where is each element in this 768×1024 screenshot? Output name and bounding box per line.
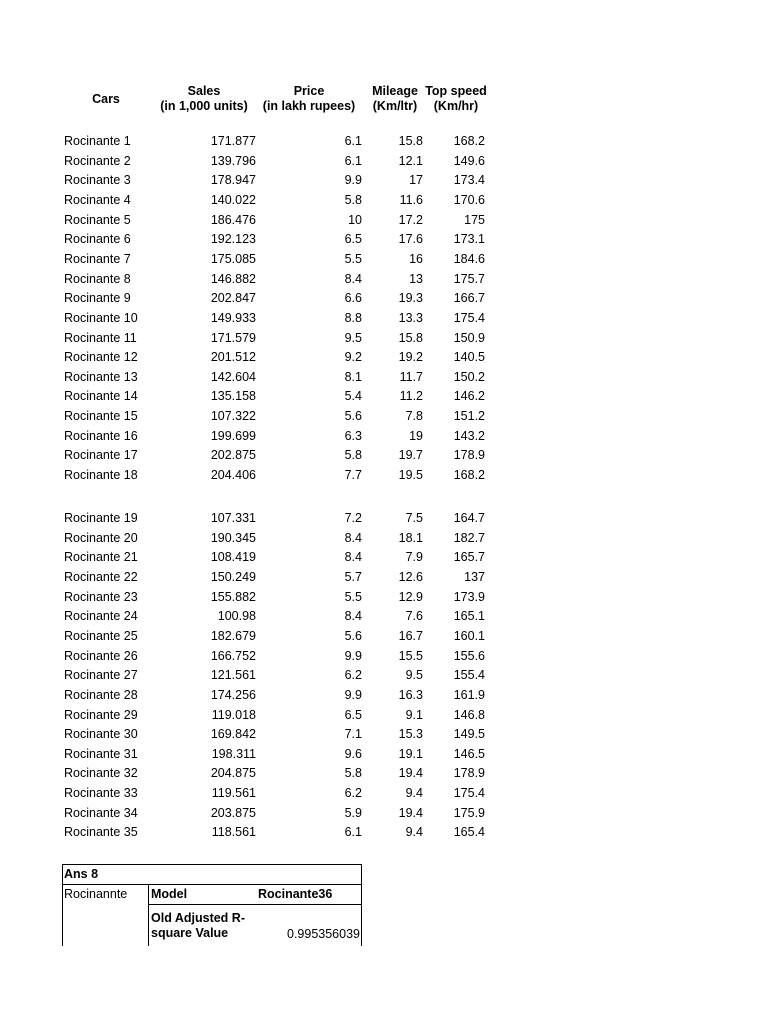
price-value: 5.4 [344, 389, 362, 404]
top-speed-value: 175.9 [453, 805, 485, 820]
sales-value: 175.085 [210, 251, 256, 266]
mileage-value: 7.5 [405, 511, 423, 525]
table-row [0, 568, 768, 587]
mileage-value: 13.3 [398, 310, 423, 325]
header-cars [64, 92, 148, 107]
sales-value: 174.256 [210, 687, 256, 702]
top-speed-value: 160.1 [453, 628, 485, 643]
price-value: 7.2 [344, 511, 362, 525]
price-value: 5.8 [344, 448, 362, 463]
top-speed-value: 165.7 [453, 550, 485, 565]
table-row [0, 509, 768, 528]
header-sales [150, 84, 258, 114]
top-speed-value: 146.8 [453, 707, 485, 722]
answer-box [62, 864, 362, 946]
sales-value: 198.311 [211, 746, 256, 761]
car-name: Rocinante 4 [64, 192, 131, 207]
mileage-value: 19.7 [398, 448, 423, 463]
header-mileage [366, 84, 424, 114]
top-speed-value: 165.1 [453, 609, 485, 624]
sales-value: 204.406 [210, 468, 256, 483]
mileage-value: 19 [409, 428, 423, 443]
sales-value: 166.752 [210, 648, 256, 663]
r2-label-line2: square Value [151, 926, 229, 940]
mileage-value: 9.1 [405, 707, 423, 722]
header-price-line2: (in lakh rupees) [262, 99, 356, 113]
table-row [0, 529, 768, 548]
car-name: Rocinante 9 [64, 291, 131, 306]
price-value: 5.5 [344, 251, 362, 266]
sales-value: 204.875 [210, 766, 256, 781]
car-name: Rocinante 24 [64, 609, 138, 624]
price-value: 5.8 [344, 766, 362, 781]
top-speed-value: 178.9 [453, 448, 485, 463]
sales-value: 202.847 [210, 291, 256, 306]
price-value: 9.9 [344, 687, 362, 702]
top-speed-value: 161.9 [453, 687, 485, 702]
car-name: Rocinante 21 [64, 550, 138, 565]
top-speed-value: 173.1 [453, 232, 485, 247]
model-value: Rocinante36 [258, 887, 333, 901]
car-name: Rocinante 32 [64, 766, 138, 781]
sales-value: 190.345 [210, 530, 256, 545]
table-row [0, 250, 768, 269]
sales-value: 140.022 [210, 192, 256, 207]
top-speed-value: 137 [464, 569, 485, 584]
car-name: Rocinante 33 [64, 786, 138, 801]
table-row [0, 152, 768, 171]
table-row [0, 466, 768, 485]
mileage-value: 15.3 [398, 727, 423, 742]
table-row [0, 289, 768, 308]
car-name: Rocinante 25 [64, 628, 138, 643]
top-speed-value: 140.5 [453, 350, 485, 365]
header-top-line1: Top speed [425, 84, 487, 98]
sales-value: 142.604 [210, 369, 256, 384]
price-value: 7.7 [344, 468, 362, 483]
top-speed-value: 165.4 [453, 825, 485, 840]
header-mileage-line2: (Km/ltr) [372, 99, 418, 113]
sales-value: 150.249 [210, 569, 256, 584]
top-speed-value: 175.7 [453, 271, 485, 286]
mileage-value: 7.9 [405, 550, 423, 565]
top-speed-value: 155.6 [453, 648, 485, 663]
top-speed-value: 170.6 [453, 192, 485, 207]
top-speed-value: 149.5 [453, 727, 485, 742]
sales-value: 135.158 [210, 389, 256, 404]
mileage-value: 19.3 [398, 291, 423, 306]
mileage-value: 17.6 [398, 232, 423, 247]
price-value: 9.5 [344, 330, 362, 345]
top-speed-value: 168.2 [453, 468, 485, 483]
top-speed-value: 146.5 [453, 746, 485, 761]
header-sales-line2: (in 1,000 units) [160, 99, 248, 113]
table-row [0, 745, 768, 764]
car-name: Rocinante 2 [64, 153, 131, 168]
car-name: Rocinante 12 [64, 350, 138, 365]
table-row [0, 588, 768, 607]
mileage-value: 15.8 [398, 330, 423, 345]
table-row [0, 191, 768, 210]
table-row [0, 309, 768, 328]
top-speed-value: 173.9 [453, 589, 485, 604]
car-name: Rocinante 34 [64, 805, 138, 820]
price-value: 9.9 [344, 173, 362, 188]
answer-left-label: Rocinannte [64, 887, 128, 901]
mileage-value: 19.1 [398, 746, 423, 761]
mileage-value: 19.4 [398, 766, 423, 781]
top-speed-value: 149.6 [453, 153, 485, 168]
mileage-value: 16.7 [398, 628, 423, 643]
header-top-speed [424, 84, 488, 114]
mileage-value: 19.5 [398, 468, 423, 483]
table-row [0, 666, 768, 685]
table-row [0, 627, 768, 646]
car-name: Rocinante 7 [64, 251, 131, 266]
top-speed-value: 143.2 [453, 428, 485, 443]
sales-value: 119.561 [211, 786, 256, 801]
top-speed-value: 164.7 [453, 511, 485, 525]
header-top-line2: (Km/hr) [433, 99, 479, 113]
car-name: Rocinante 5 [64, 212, 131, 227]
car-name: Rocinante 18 [64, 468, 138, 483]
sales-value: 199.699 [210, 428, 256, 443]
sales-value: 108.419 [210, 550, 256, 565]
mileage-value: 9.4 [405, 786, 423, 801]
car-name: Rocinante 13 [64, 369, 138, 384]
car-name: Rocinante 1 [64, 134, 131, 148]
price-value: 8.8 [344, 310, 362, 325]
mileage-value: 19.2 [398, 350, 423, 365]
car-name: Rocinante 17 [64, 448, 138, 463]
price-value: 10 [348, 212, 362, 227]
table-row [0, 270, 768, 289]
top-speed-value: 173.4 [453, 173, 485, 188]
sales-value: 203.875 [210, 805, 256, 820]
car-name: Rocinante 15 [64, 409, 138, 424]
top-speed-value: 146.2 [453, 389, 485, 404]
mileage-value: 7.8 [405, 409, 423, 424]
car-name: Rocinante 27 [64, 668, 138, 683]
sales-value: 149.933 [210, 310, 256, 325]
price-value: 9.2 [344, 350, 362, 365]
header-sales-line1: Sales [187, 84, 221, 98]
sales-value: 107.322 [210, 409, 256, 424]
table-row [0, 230, 768, 249]
price-value: 5.9 [344, 805, 362, 820]
sales-value: 178.947 [210, 173, 256, 188]
table-row [0, 348, 768, 367]
sales-value: 107.331 [210, 511, 256, 525]
sales-value: 155.882 [210, 589, 256, 604]
price-value: 6.1 [344, 825, 362, 840]
sales-value: 121.561 [210, 668, 256, 683]
mileage-value: 19.4 [398, 805, 423, 820]
model-label: Model [151, 887, 188, 901]
price-value: 6.1 [344, 153, 362, 168]
price-value: 6.2 [344, 786, 362, 801]
top-speed-value: 178.9 [453, 766, 485, 781]
mileage-value: 11.2 [399, 389, 423, 404]
table-row [0, 329, 768, 348]
table-row [0, 446, 768, 465]
price-value: 5.6 [344, 628, 362, 643]
car-name: Rocinante 29 [64, 707, 138, 722]
price-value: 8.4 [344, 271, 362, 286]
table-row [0, 407, 768, 426]
mileage-value: 15.8 [398, 134, 423, 148]
mileage-value: 15.5 [398, 648, 423, 663]
top-speed-value: 182.7 [453, 530, 485, 545]
top-speed-value: 175.4 [453, 786, 485, 801]
car-name: Rocinante 30 [64, 727, 138, 742]
car-name: Rocinante 20 [64, 530, 138, 545]
sales-value: 171.877 [210, 134, 256, 148]
top-speed-value: 175.4 [453, 310, 485, 325]
sales-value: 186.476 [210, 212, 256, 227]
table-row [0, 171, 768, 190]
top-speed-value: 151.2 [453, 409, 485, 424]
mileage-value: 7.6 [405, 609, 423, 624]
mileage-value: 13 [409, 271, 423, 286]
price-value: 8.1 [344, 369, 362, 384]
sales-value: 169.842 [210, 727, 256, 742]
car-name: Rocinante 35 [64, 825, 138, 840]
car-name: Rocinante 6 [64, 232, 131, 247]
mileage-value: 11.7 [399, 369, 423, 384]
mileage-value: 16.3 [398, 687, 423, 702]
table-row [0, 427, 768, 446]
mileage-value: 12.6 [398, 569, 423, 584]
table-row [0, 647, 768, 666]
table-row [0, 211, 768, 230]
top-speed-value: 150.2 [453, 369, 485, 384]
mileage-value: 16 [409, 251, 423, 266]
price-value: 6.1 [344, 134, 362, 148]
sales-value: 201.512 [210, 350, 256, 365]
top-speed-value: 150.9 [453, 330, 485, 345]
header-cars-label: Cars [92, 92, 120, 106]
sales-value: 182.679 [210, 628, 256, 643]
top-speed-value: 175 [464, 212, 485, 227]
price-value: 6.5 [344, 232, 362, 247]
car-name: Rocinante 3 [64, 173, 131, 188]
price-value: 9.6 [344, 746, 362, 761]
table-row [0, 706, 768, 725]
sales-value: 100.98 [217, 609, 256, 624]
header-mileage-line1: Mileage [372, 84, 418, 98]
table-row [0, 823, 768, 842]
price-value: 6.6 [344, 291, 362, 306]
car-name: Rocinante 28 [64, 687, 138, 702]
price-value: 8.4 [344, 550, 362, 565]
header-price [258, 84, 360, 114]
top-speed-value: 184.6 [453, 251, 485, 266]
table-row [0, 764, 768, 783]
header-price-line1: Price [293, 84, 325, 98]
table-row [0, 725, 768, 744]
mileage-value: 9.5 [405, 668, 423, 683]
table-row [0, 548, 768, 567]
car-name: Rocinante 19 [64, 511, 138, 525]
mileage-value: 17.2 [398, 212, 423, 227]
price-value: 6.2 [344, 668, 362, 683]
price-value: 5.7 [344, 569, 362, 584]
table-row [0, 387, 768, 406]
price-value: 8.4 [344, 609, 362, 624]
car-name: Rocinante 26 [64, 648, 138, 663]
r2-label-line1: Old Adjusted R- [151, 911, 245, 925]
table-row [0, 784, 768, 803]
table-row [0, 607, 768, 626]
answer-title: Ans 8 [64, 867, 99, 881]
car-name: Rocinante 31 [64, 746, 138, 761]
mileage-value: 17 [409, 173, 423, 188]
table-row [0, 368, 768, 387]
price-value: 9.9 [344, 648, 362, 663]
top-speed-value: 168.2 [453, 134, 485, 148]
car-name: Rocinante 14 [64, 389, 138, 404]
mileage-value: 11.6 [399, 192, 423, 207]
sales-value: 118.561 [211, 825, 256, 840]
sales-value: 119.018 [211, 707, 256, 722]
price-value: 8.4 [344, 530, 362, 545]
car-name: Rocinante 10 [64, 310, 138, 325]
mileage-value: 18.1 [398, 530, 423, 545]
top-speed-value: 155.4 [453, 668, 485, 683]
r2-value: 0.995356039 [287, 927, 360, 941]
price-value: 7.1 [344, 727, 362, 742]
car-name: Rocinante 11 [64, 330, 137, 345]
table-row [0, 132, 768, 151]
price-value: 5.6 [344, 409, 362, 424]
sales-value: 192.123 [210, 232, 256, 247]
mileage-value: 9.4 [405, 825, 423, 840]
price-value: 5.5 [344, 589, 362, 604]
price-value: 5.8 [344, 192, 362, 207]
car-name: Rocinante 8 [64, 271, 131, 286]
top-speed-value: 166.7 [453, 291, 485, 306]
sales-value: 146.882 [210, 271, 256, 286]
car-name: Rocinante 16 [64, 428, 138, 443]
sales-value: 202.875 [210, 448, 256, 463]
mileage-value: 12.1 [398, 153, 423, 168]
car-name: Rocinante 22 [64, 569, 138, 584]
car-name: Rocinante 23 [64, 589, 138, 604]
sales-value: 171.579 [210, 330, 256, 345]
price-value: 6.5 [344, 707, 362, 722]
table-row [0, 686, 768, 705]
table-row [0, 804, 768, 823]
sales-value: 139.796 [210, 153, 256, 168]
mileage-value: 12.9 [398, 589, 423, 604]
price-value: 6.3 [344, 428, 362, 443]
